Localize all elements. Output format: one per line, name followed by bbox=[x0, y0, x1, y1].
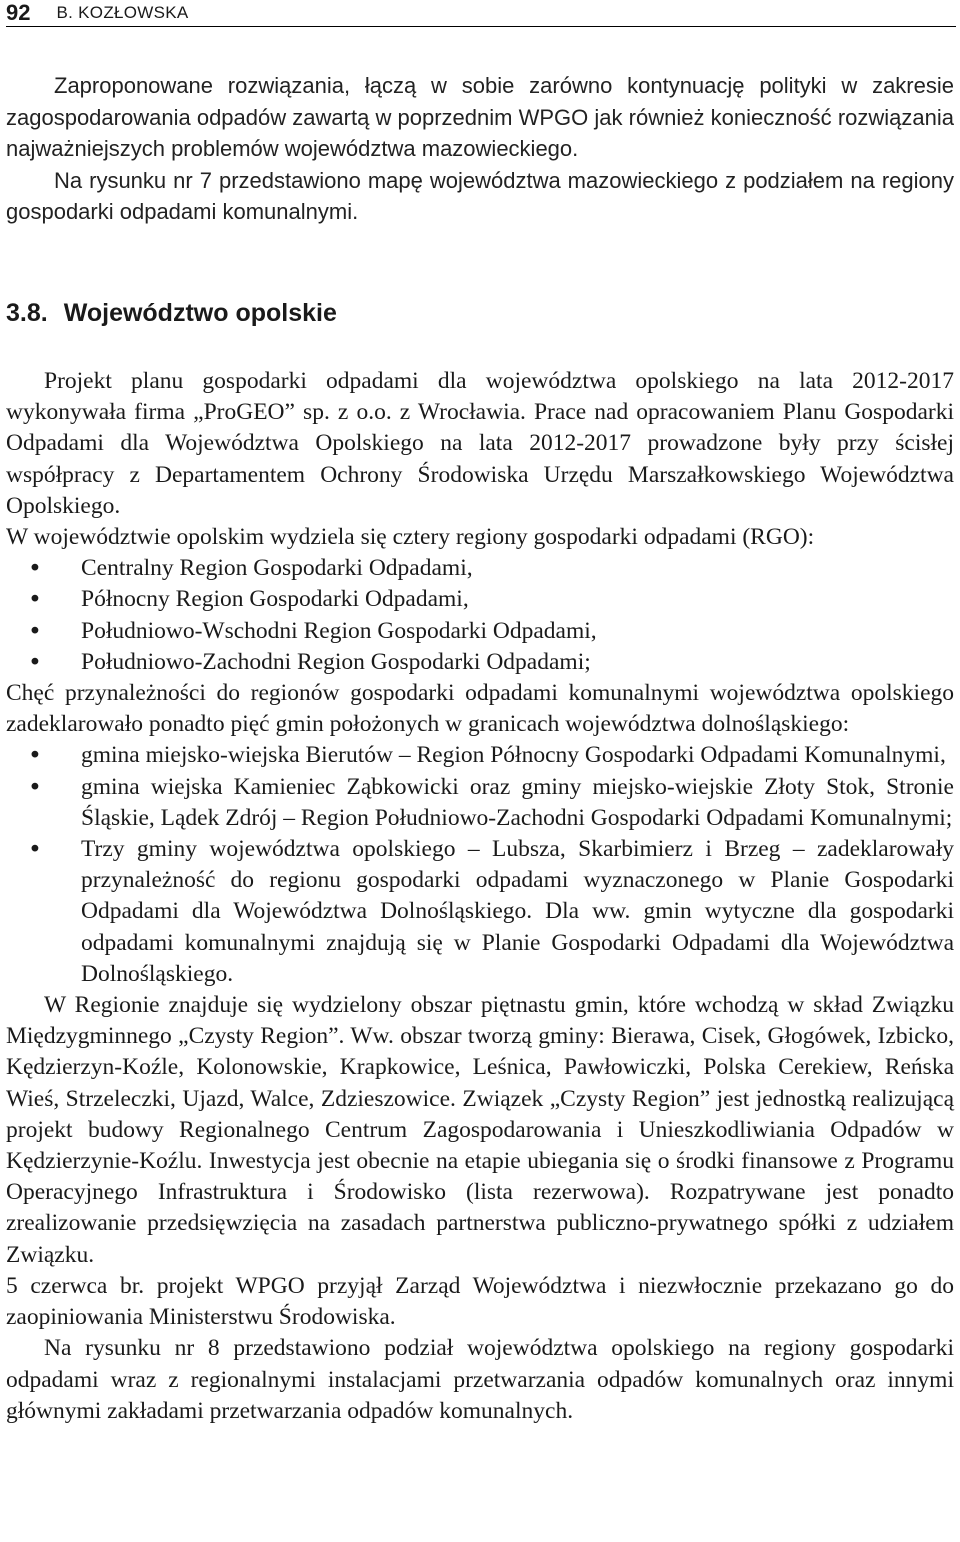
bullet-icon: • bbox=[28, 835, 42, 864]
bullet-icon: • bbox=[28, 647, 42, 676]
regions-list bbox=[6, 553, 954, 678]
intro-paragraph-1: Zaproponowane rozwiązania, łączą w sobie zarówno kontynuację polityki w zakresie zagospodarowania odpadów zawartą w poprzednim WPGO jak również konieczność rozwiązania najważniejszych problemów województwa mazowieckiego. bbox=[6, 73, 954, 161]
section-number: 3.8. bbox=[6, 299, 48, 327]
page-header bbox=[6, 0, 956, 27]
list-item: • gmina wiejska Kamieniec Ząbkowicki oraz gminy miejsko-wiejskie Złoty Stok, Stronie Śląskie, Lądek Zdrój – Region Południowo-Zachodni Gospodarki Odpadami Komunalnymi; bbox=[28, 772, 954, 831]
section-body bbox=[6, 366, 954, 1427]
bullet-icon: • bbox=[28, 585, 42, 614]
list-item: • Północny Region Gospodarki Odpadami, bbox=[6, 584, 954, 615]
body-paragraph-1: Projekt planu gospodarki odpadami dla województwa opolskiego na lata 2012-2017 wykonywała firma „ProGEO” sp. z o.o. z Wrocławia. Prace nad opracowaniem Planu Gospodarki Odpadami dla Województwa Opolskiego na lata 2012-2017 prowadzone były przy ścisłej współpracy z Departamentem Ochrony Środowiska Urzędu Marszałkowskiego Województwa Opolskiego. bbox=[6, 368, 954, 519]
bullet-icon: • bbox=[28, 741, 42, 770]
body-paragraph-5: 5 czerwca br. projekt WPGO przyjął Zarząd Województwa i niezwłocznie przekazano go do zaopiniowania Ministerstwu Środowiska. bbox=[6, 1272, 954, 1331]
bullet-icon: • bbox=[28, 772, 42, 801]
page-number: 92 bbox=[6, 0, 31, 25]
intro-paragraph-2: Na rysunku nr 7 przedstawiono mapę województwa mazowieckiego z podziałem na regiony gospodarki odpadami komunalnymi. bbox=[6, 167, 954, 224]
intro-text bbox=[6, 70, 954, 228]
list-item: • gmina miejsko-wiejska Bierutów – Region Północny Gospodarki Odpadami Komunalnymi, bbox=[6, 740, 954, 771]
running-head: B. KOZŁOWSKA bbox=[56, 3, 189, 22]
list-item: • Południowo-Wschodni Region Gospodarki Odpadami, bbox=[6, 616, 954, 647]
body-paragraph-2: W województwie opolskim wydziela się cztery regiony gospodarki odpadami (RGO): bbox=[6, 524, 815, 551]
body-paragraph-3: Chęć przynależności do regionów gospodarki odpadami komunalnymi województwa opolskiego zadeklarowało ponadto pięć gmin położonych w granicach województwa dolnośląskiego: bbox=[6, 680, 954, 738]
section-title: Województwo opolskie bbox=[63, 299, 337, 327]
list-item: • Południowo-Zachodni Region Gospodarki Odpadami; bbox=[6, 647, 954, 678]
body-paragraph-4: W Regionie znajduje się wydzielony obszar piętnastu gmin, które wchodzą w skład Związku Międzygminnego „Czysty Region”. Ww. obszar tworzą gminy: Bierawa, Cisek, Głogówek, Izbicko, Kędzierzyn-Koźle, Kolonowskie, Krapkowice, Leśnica, Pawłowiczki, Polska Cerekiew, Reńska Wieś, Strzeleczki, Ujazd, Walce, Zdzieszowice. Związek „Czysty Region” jest jednostką realizującą projekt budowy Regionalnego Centrum Zagospodarowania i Unieszkodliwiania Odpadów w Kędzierzynie-Koźlu. Inwestycja jest obecnie na etapie ubiegania się o środki finansowe z Programu Operacyjnego Infrastruktura i Środowisko (lista rezerwowa). Rozpatrywane jest ponadto zrealizowanie przedsięwzięcia na zasadach partnerstwa publiczno-prywatnego spółki z udziałem Związku. bbox=[6, 992, 954, 1268]
gminy-list bbox=[6, 740, 954, 990]
list-item: • Trzy gminy województwa opolskiego – Lubsza, Skarbimierz i Brzeg – zadeklarowały przynależność do regionu gospodarki odpadami wyznaczonego w Planie Gospodarki Odpadami dla Województwa Dolnośląskiego. Dla ww. gmin wytyczne dla gospodarki odpadami komunalnymi znajdują się w Planie Gospodarki Odpadami dla Województwa Dolnośląskiego. bbox=[28, 835, 954, 987]
bullet-icon: • bbox=[28, 554, 42, 583]
body-paragraph-6: Na rysunku nr 8 przedstawiono podział województwa opolskiego na regiony gospodarki odpadami wraz z regionalnymi instalacjami przetwarzania odpadów komunalnych oraz innymi głównymi zakładami przetwarzania odpadów komunalnych. bbox=[6, 1335, 954, 1424]
bullet-icon: • bbox=[28, 616, 42, 645]
list-item: • Centralny Region Gospodarki Odpadami, bbox=[6, 553, 954, 584]
section-heading bbox=[6, 296, 337, 330]
